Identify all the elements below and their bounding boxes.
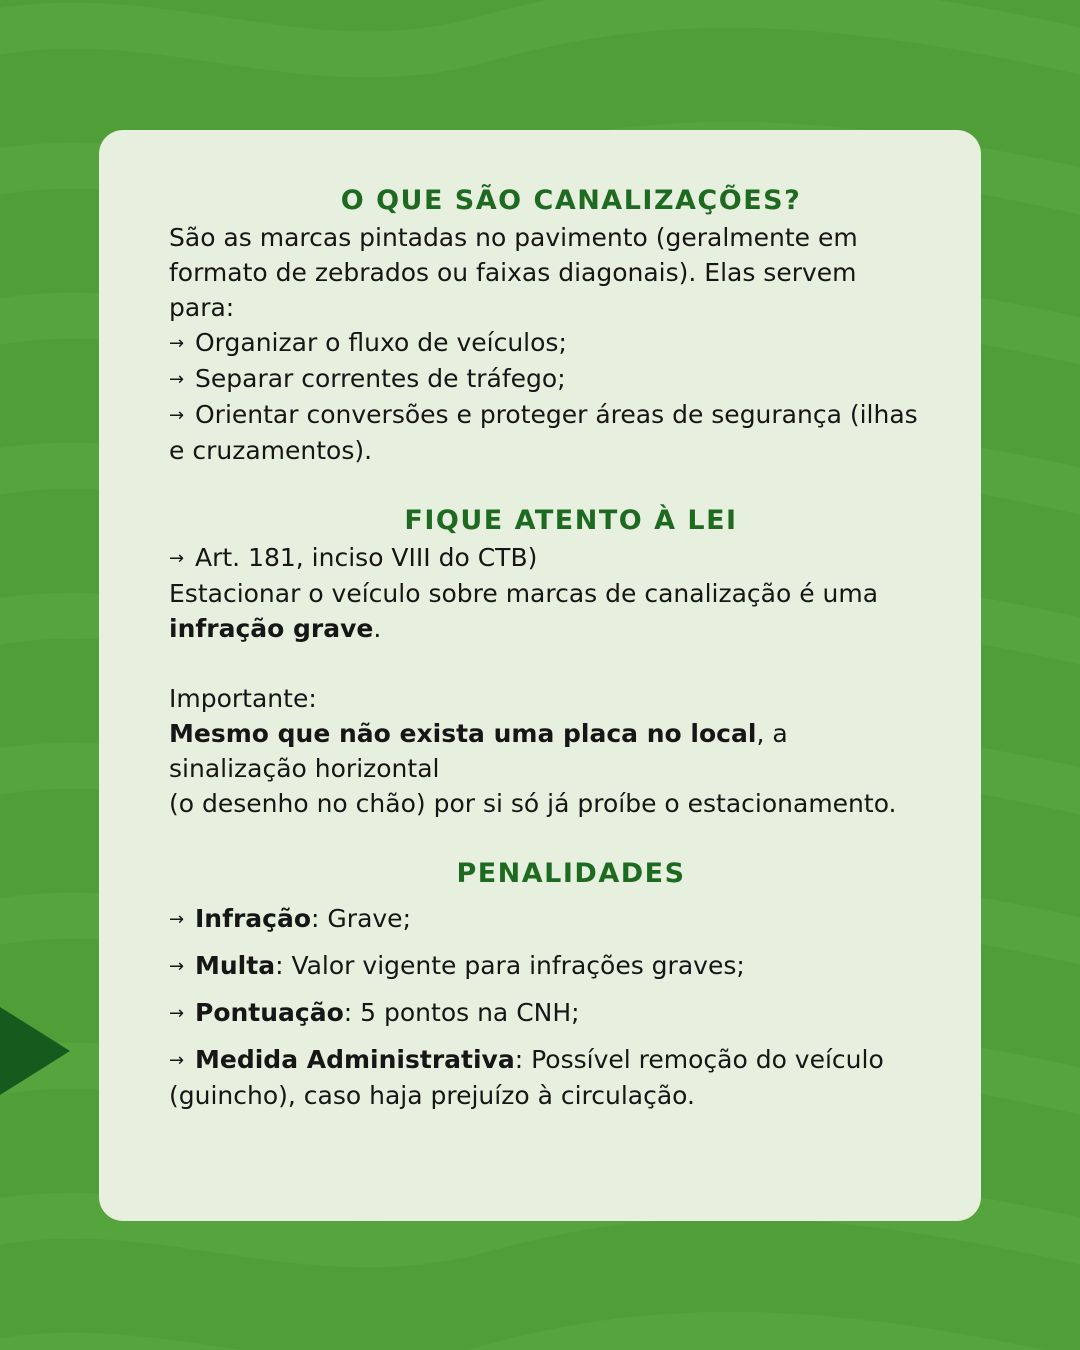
list-item xyxy=(169,325,929,361)
penalty-value: : Possível remoção do veículo (guincho), caso haja prejuízo à circulação. xyxy=(169,1045,884,1110)
penalty-value: : Valor vigente para infrações graves; xyxy=(275,951,745,980)
penalty-value: : Grave; xyxy=(311,904,411,933)
penalty-item xyxy=(169,948,929,984)
arrow-right-icon: → xyxy=(169,333,185,354)
section-title-canalizacoes: O QUE SÃO CANALIZAÇÕES? xyxy=(340,185,802,216)
spacer xyxy=(169,646,929,681)
list-item xyxy=(169,361,929,397)
arrow-right-icon: → xyxy=(169,405,185,426)
section-title-lei: FIQUE ATENTO À LEI xyxy=(404,505,738,536)
penalty-item xyxy=(169,901,929,937)
law-text-end: . xyxy=(373,614,382,643)
list-item-text: Separar correntes de tráfego; xyxy=(195,364,566,393)
penalty-label: Infração xyxy=(195,904,312,933)
list-item xyxy=(169,397,929,468)
spacer xyxy=(169,821,929,855)
article-reference xyxy=(169,540,929,576)
law-text-bold: infração grave xyxy=(169,614,374,643)
penalties-list xyxy=(169,901,929,1113)
spacer xyxy=(169,468,929,502)
important-bold: Mesmo que não exista uma placa no local xyxy=(169,719,757,748)
penalty-label: Multa xyxy=(195,951,276,980)
important-text-continued: (o desenho no chão) por si só já proíbe o estacionamento. xyxy=(169,789,897,818)
penalty-item xyxy=(169,995,929,1031)
arrow-right-icon: → xyxy=(169,1050,185,1071)
penalty-label: Medida Administrativa xyxy=(195,1045,515,1074)
canalizacoes-intro: São as marcas pintadas no pavimento (geralmente em formato de zebrados ou faixas diagonais). Elas servem para: xyxy=(169,223,858,322)
penalty-label: Pontuação xyxy=(195,998,344,1027)
list-item-text: Orientar conversões e proteger áreas de segurança (ilhas e cruzamentos). xyxy=(169,400,918,465)
arrow-right-icon: → xyxy=(169,369,185,390)
arrow-right-icon: → xyxy=(169,956,185,977)
list-item-text: Organizar o fluxo de veículos; xyxy=(195,328,567,357)
important-rest: , a sinalização horizontal xyxy=(169,719,788,783)
info-card xyxy=(99,130,981,1221)
section-title-penalidades: PENALIDADES xyxy=(456,858,686,889)
article-text: Art. 181, inciso VIII do CTB) xyxy=(195,543,538,572)
penalty-value: : 5 pontos na CNH; xyxy=(343,998,580,1027)
arrow-right-icon: → xyxy=(169,1003,185,1024)
canalizacoes-list xyxy=(169,325,929,468)
penalty-item xyxy=(169,1042,929,1113)
important-label: Importante: xyxy=(169,684,317,713)
important-text xyxy=(169,716,929,786)
card-content xyxy=(169,182,929,1124)
arrow-right-icon: → xyxy=(169,909,185,930)
law-text xyxy=(169,576,929,646)
arrow-right-icon: → xyxy=(169,548,185,569)
law-text-start: Estacionar o veículo sobre marcas de canalização é uma xyxy=(169,579,879,608)
triangle-play-icon xyxy=(0,1007,70,1095)
